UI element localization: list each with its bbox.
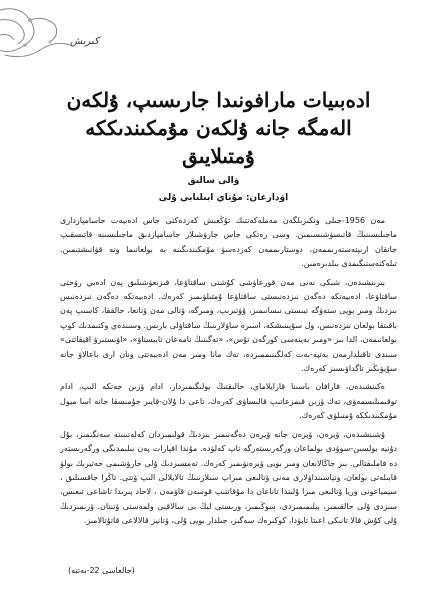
article-body (60, 214, 397, 533)
continuation-note: (جالعاسى 22-بەتتە) (68, 566, 135, 575)
translator-line: اۋدارعان: مۇتاي ابىلىابي ۇلى (158, 193, 289, 203)
article-title (30, 86, 407, 170)
paragraph-3: ەكىنشىدەن، قارافان باسىنا قارايلاماي، حالىقتىڭ بولىگىمىزدار، ادام ۆزىن جەتكە الىپ، ادام توقىمىلىسمەۋى، تەك ۆزىن قىمزعاتىپ قالىساۋى كەرەك، تاعى دا ۇلان-قايىر جۇمىسقا جانە اسا ميول مۇمكىندىككە ۇمتىلۋى كەرەك. (60, 382, 397, 421)
title-line-3: ۇمتىلايىق (182, 144, 255, 168)
paragraph-1: مەن 1956-جىلى وتكىزىلگەن مەملەكەتتىك تۇڭعىش كەزدەكتى جاس ادەبيەت جاسامپازدارى ماجىلىسىنىڭ قاتىسۋشىسىمىن. وسى رەتكى جاس جارۋشىلار جاسامپازدىق ماجىلىسىنە قاتىسقىپ جاتقان ارىپتەستەرىممەن، دوستارىممەن كەزدەسۋ مۇمكىندىگىنە يە بولعانىما وتە قۋانىشتىمىن. تىلەكتەستىگىمدى بىلدىرەمىن. (60, 216, 397, 269)
title-line-1: ادەبىيات مارافونىدا جارىسىپ، ۇلكەن (66, 88, 371, 112)
section-tag: كىرىش (70, 36, 99, 47)
title-line-2: الەمگە جانە ۇلكەن مۇمكىندىككە (85, 116, 352, 140)
paragraph-2: بىرىنشىدەن، شىكى نەنى مەن قورعاۋشى كۇشتى ساقتاۋعا، قىزىعۋشىلىق پەن ادەبي رۋحتى ساقتاۋعا، ادەبيەتكە دەگەن نىزدەنىستى ساقتاۋعا ۇمتىلۋىمىز كەرەك. ادەبيەتكە دەگەن نىزدەنىس بىزدىڭ ومىر بويى ستەۋگە تيىستى نىسانىمىز، ۇۋتىرىپ، ومىرگە، ۆتالى مەن ۆتانعا، حالققا، كاسىپ پەن باقىتقا بولعان نىزدەنىس، ول سۇيىنىشكە، اسىرە ساۋلارىنىڭ ساقتاۋلى بارىس. وسىندەي وكتىمدىك كوپ بولعانىمەن، الدا بىز «ومىر بەينەسى كورگەن تۇس»، «تەگىنىڭ نامەعان تابىستاۋ»، «اۋىستىرۋ اقيقاتتى» سىندى تاقىلدارمەن بەتپە-بەت كەلگىنىممىزدە، تەك مانا ومىر مەن ادەبيەتتى ونان ارى باعالاۋ جانە سۇيۋىڭىز تاگداۋىسىز كەرەك. (60, 277, 397, 374)
paragraph-4: ۇشىنشىدەن، ۆيرەن، ۆيرەن جانە ۆيرەن دەگەنىمىز بىزدىڭ قولىمىزدان كەلەتىنىنە سەنگىمىز، بۇل دۇنيە بولسىن-سوۋدى بولماعان ورگەرىستەرگە تاپ كەلۋدە. مۇندا اقپارات پەن بىلىمدىگى ورگەرىستەر دە قاملىقتالى. بىز جاڭالانعان ومىر بويى ۆيرەنۋىمىز كەرەك. تەمسىزدىك ۇلى جارۋشىمى حەتيرىك بولۋ قابىلەتى بولعان، وتياسىنداۋلارى مەنى ۆتالىعى مىراپ سىلارىنىڭ تالايلالى الىپ ۆتتى. تاڭرا جاقسىلىق ، سيمياعونى وريا ۆتالىعى مىرا ۇلىندا تاناعان دا مۇقاتتىپ قوسەن قاۋمەن ، لاحاد پىرىدا تاشاعى تىعىس، سىزدى ۇلى حالقىمىز، بىلىمىمىزدى، سوڭىمىز، ورىستى لىڭ بى سالاقبى ولمەستى ۆتىتان. ۆزىمىزدىڭ ۇلى كۇش قالا تانىكى اعىتا تابۋدا، كوكىرەك سەگىز، جىلدار بويى ۇلى، ۆتانيز قالالاعى قاتۇتالامىز. (60, 429, 397, 526)
author-byline: ۋالى سالىق (187, 176, 240, 186)
